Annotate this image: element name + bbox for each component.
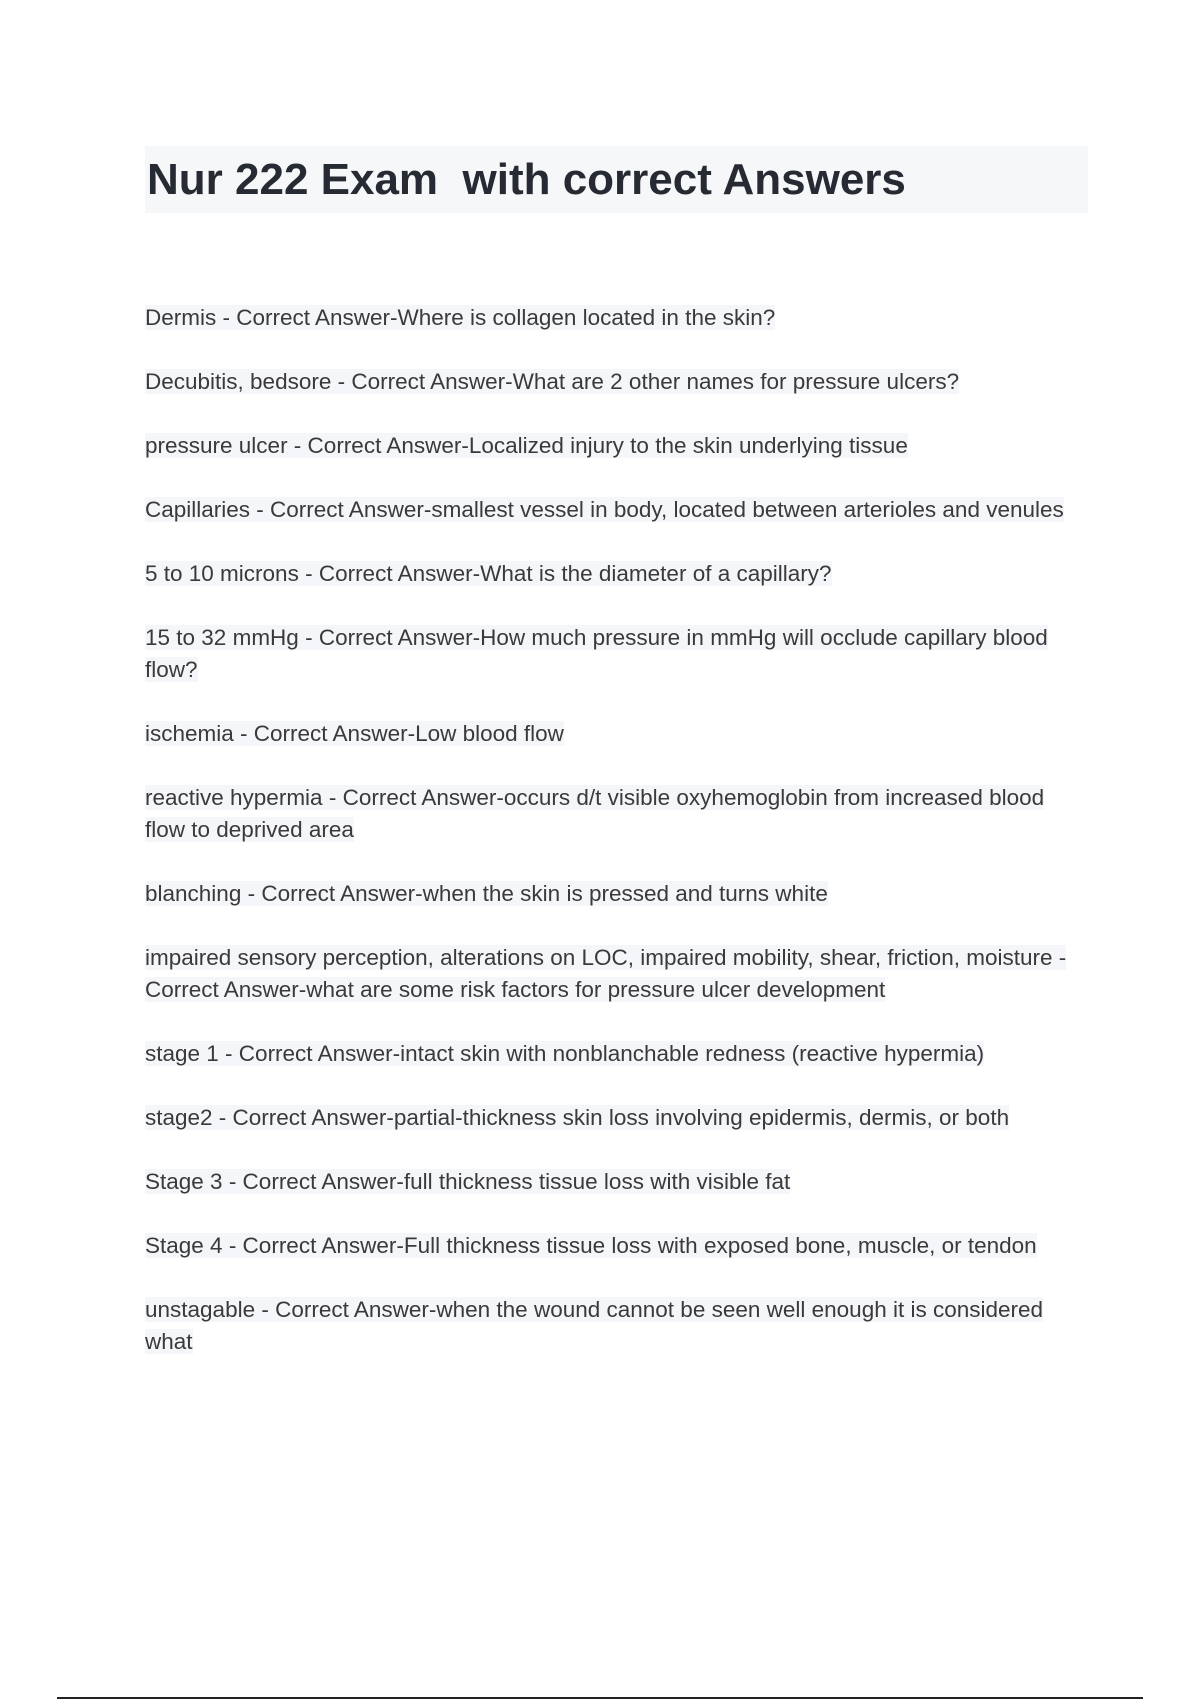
qa-item [145,1294,1085,1358]
qa-item [145,494,1085,526]
qa-item [145,622,1085,686]
qa-item [145,1038,1085,1070]
qa-item-text: pressure ulcer - Correct Answer-Localized injury to the skin underlying tissue [145,433,908,458]
qa-item [145,430,1085,462]
qa-list [145,302,1085,1390]
qa-item [145,558,1085,590]
qa-item-text: 5 to 10 microns - Correct Answer-What is the diameter of a capillary? [145,561,832,586]
qa-item [145,1230,1085,1262]
qa-item-text: reactive hypermia - Correct Answer-occurs d/t visible oxyhemoglobin from increased blood flow to deprived area [145,785,1045,842]
qa-item-text: Decubitis, bedsore - Correct Answer-What are 2 other names for pressure ulcers? [145,369,960,394]
qa-item [145,942,1085,1006]
qa-item-text: 15 to 32 mmHg - Correct Answer-How much pressure in mmHg will occlude capillary blood flow? [145,625,1048,682]
qa-item-text: ischemia - Correct Answer-Low blood flow [145,721,564,746]
footer-divider [57,1697,1143,1699]
qa-item [145,302,1085,334]
qa-item [145,878,1085,910]
qa-item [145,366,1085,398]
qa-item [145,1102,1085,1134]
qa-item [145,718,1085,750]
qa-item-text: Dermis - Correct Answer-Where is collagen located in the skin? [145,305,776,330]
qa-item-text: Capillaries - Correct Answer-smallest vessel in body, located between arterioles and venules [145,497,1064,522]
qa-item-text: blanching - Correct Answer-when the skin is pressed and turns white [145,881,828,906]
document-title: Nur 222 Exam with correct Answers [147,155,906,204]
qa-item-text: impaired sensory perception, alterations on LOC, impaired mobility, shear, friction, moisture - Correct Answer-what are some risk factors for pressure ulcer development [145,945,1067,1002]
qa-item-text: stage2 - Correct Answer-partial-thickness skin loss involving epidermis, dermis, or both [145,1105,1010,1130]
qa-item-text: Stage 3 - Correct Answer-full thickness tissue loss with visible fat [145,1169,791,1194]
qa-item [145,782,1085,846]
qa-item [145,1166,1085,1198]
qa-item-text: Stage 4 - Correct Answer-Full thickness tissue loss with exposed bone, muscle, or tendon [145,1233,1037,1258]
qa-item-text: stage 1 - Correct Answer-intact skin with nonblanchable redness (reactive hypermia) [145,1041,985,1066]
qa-item-text: unstagable - Correct Answer-when the wound cannot be seen well enough it is considered what [145,1297,1044,1354]
